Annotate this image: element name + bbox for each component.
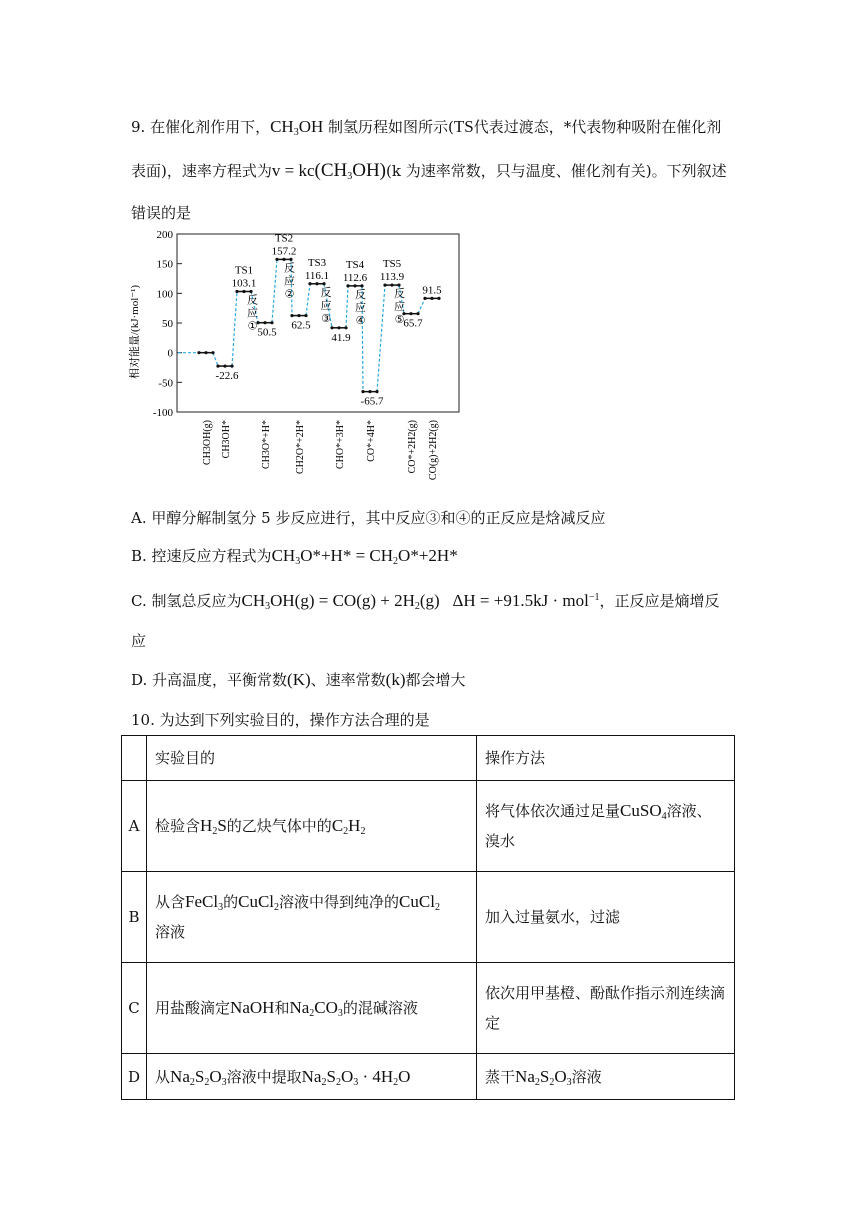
- energy-profile-chart: [120, 222, 470, 500]
- energy-point: [368, 390, 371, 393]
- energy-point: [282, 258, 285, 261]
- q9-line-1: 9. 在催化剂作用下，$CH_3OH$ 制氢历程如图所示(TS代表过渡态，*代表物种吸附在催化剂: [131, 117, 722, 138]
- energy-value-label: 62.5: [291, 319, 311, 332]
- svg-text:应: 应: [284, 275, 295, 288]
- table-row: B 从含FeCl$_3$的CuCl$_2$溶液中得到纯净的CuCl$_2$ 溶液 加入过量氨水，过滤: [122, 872, 735, 963]
- x-category-label: CH3OH*: [221, 420, 232, 459]
- energy-value-label: 41.9: [331, 331, 351, 344]
- reaction-label: [394, 287, 405, 326]
- q10-title: 10. 为达到下列实验目的，操作方法合理的是: [131, 711, 430, 729]
- y-tick-label: 50: [162, 318, 173, 330]
- header-goal: 实验目的: [147, 736, 477, 781]
- y-axis-label: [127, 285, 141, 379]
- option-a: A. 甲醇分解制氢分 5 步反应进行，其中反应③和④的正反应是焓减反应: [131, 509, 606, 527]
- table-header-row: [122, 736, 735, 781]
- energy-point: [315, 282, 318, 285]
- energy-value-label: 112.6: [342, 271, 368, 284]
- energy-value-label: 65.7: [403, 317, 423, 330]
- q9-line-2: 表面)，速率方程式为$v = kc(CH_3OH)(k$ 为速率常数，只与温度、催化剂有关)。下列叙述: [131, 160, 727, 182]
- energy-point: [304, 314, 307, 317]
- svg-text:相对能量/(kJ·mol⁻¹): 相对能量/(kJ·mol⁻¹): [129, 284, 141, 380]
- svg-text:反: 反: [247, 294, 258, 307]
- energy-connector: [213, 353, 218, 366]
- svg-text:应: 应: [394, 301, 405, 314]
- energy-point: [290, 314, 293, 317]
- energy-value-label: 157.2: [271, 245, 297, 258]
- ts-label: TS2: [274, 232, 294, 245]
- energy-point: [361, 390, 364, 393]
- y-tick-label: 150: [156, 258, 173, 271]
- energy-connector: [232, 291, 237, 366]
- energy-value-label: -65.7: [360, 395, 384, 408]
- energy-point: [242, 290, 245, 293]
- table-row: C 用盐酸滴定NaOH和$Na_2CO_3$的混碱溶液 依次用甲基橙、酚酞作指示剂连续滴 定: [122, 963, 735, 1054]
- energy-point: [204, 351, 207, 354]
- table-row: A 检验含$H_2S$的乙炔气体中的$C_2H_2$ 将气体依次通过足量CuSO$_4$溶液、 溴水: [122, 781, 735, 872]
- energy-value-label: 50.5: [257, 326, 277, 339]
- ts-label: TS1: [234, 264, 254, 277]
- formula-c: $CH_3OH(g) = CO(g) + 2H_2(g) \Delta H = +91.5kJ \cdot mol^{-1}$: [241, 591, 600, 612]
- energy-point: [216, 364, 219, 367]
- energy-point: [375, 390, 378, 393]
- energy-point: [383, 283, 386, 286]
- svg-text:反: 反: [284, 262, 295, 275]
- energy-point: [397, 283, 400, 286]
- energy-point: [270, 321, 273, 324]
- energy-connector: [272, 259, 277, 322]
- reaction-label: [355, 288, 366, 327]
- energy-connector: [306, 284, 310, 316]
- energy-point: [297, 314, 300, 317]
- x-category-label: CO(g)+2H2(g): [428, 420, 439, 481]
- energy-point: [197, 351, 200, 354]
- x-category-label: CHO*+3H*: [335, 420, 346, 469]
- experiment-table: [121, 735, 735, 1100]
- energy-connector: [346, 286, 348, 328]
- option-d: D. 升高温度，平衡常数(K)、速率常数(k)都会增大: [131, 670, 466, 689]
- svg-text:①: ①: [247, 320, 258, 333]
- energy-point: [430, 297, 433, 300]
- ts-label: TS5: [382, 258, 402, 271]
- energy-value-label: 91.5: [422, 284, 442, 297]
- reaction-label: [247, 293, 258, 332]
- energy-point: [330, 326, 333, 329]
- energy-point: [249, 290, 252, 293]
- q9-line-3: 错误的是: [131, 204, 192, 222]
- energy-point: [409, 312, 412, 315]
- svg-text:应: 应: [247, 307, 258, 320]
- svg-text:应: 应: [355, 301, 366, 314]
- energy-point: [263, 321, 266, 324]
- energy-point: [390, 283, 393, 286]
- formula-b: $CH_3O*+H* = CH_2O*+2H*$: [271, 546, 458, 567]
- option-c: C. 制氢总反应为$CH_3OH(g) = CO(g) + 2H_2(g) \Delta H = +91.5kJ \cdot mol^{-1}$，正反应是熵增反: [131, 591, 720, 612]
- ts-label: TS3: [307, 256, 327, 269]
- svg-text:④: ④: [355, 314, 366, 327]
- energy-point: [223, 364, 226, 367]
- energy-point: [211, 351, 214, 354]
- energy-point: [416, 312, 419, 315]
- energy-point: [289, 258, 292, 261]
- energy-point: [230, 364, 233, 367]
- energy-value-label: 113.9: [379, 271, 405, 284]
- energy-connector: [418, 298, 425, 313]
- energy-point: [275, 258, 278, 261]
- x-category-label: CH3OH(g): [202, 420, 213, 465]
- svg-text:应: 应: [320, 299, 332, 312]
- reaction-label: [321, 286, 332, 325]
- x-category-label: CO*+4H*: [366, 420, 377, 462]
- svg-text:反: 反: [320, 286, 332, 299]
- x-category-label: CH2O*+2H*: [295, 420, 306, 474]
- table-row: D 从$Na_2S_2O_3$溶液中提取$Na_2S_2O_3 \cdot 4H_2O$ 蒸干$Na_2S_2O_3$溶液: [122, 1054, 735, 1100]
- svg-text:反: 反: [394, 288, 405, 301]
- energy-point: [423, 297, 426, 300]
- formula-ch3oh: $CH_3OH$: [270, 117, 324, 138]
- svg-text:②: ②: [284, 288, 295, 301]
- energy-value-label: 103.1: [231, 277, 257, 290]
- svg-text:⑤: ⑤: [394, 314, 405, 327]
- y-tick-label: 200: [156, 229, 173, 241]
- y-tick-label: -100: [152, 407, 173, 419]
- energy-value-label: 116.1: [304, 269, 330, 282]
- rate-conc: $(CH_3OH)$: [314, 160, 387, 182]
- energy-point: [322, 282, 325, 285]
- x-category-label: CH3O*+H*: [261, 420, 272, 469]
- energy-point: [235, 290, 238, 293]
- header-method: 操作方法: [477, 736, 735, 781]
- y-tick-label: 100: [156, 288, 173, 301]
- energy-point: [346, 284, 349, 287]
- reaction-label: [284, 261, 295, 300]
- svg-text:③: ③: [321, 312, 331, 325]
- energy-point: [337, 326, 340, 329]
- energy-point: [360, 284, 363, 287]
- y-tick-label: -50: [158, 377, 173, 390]
- rate-equation: v = kc: [271, 161, 315, 180]
- energy-connector: [377, 285, 385, 392]
- option-c-cont: 应: [131, 632, 147, 650]
- energy-point: [344, 326, 347, 329]
- svg-text:反: 反: [355, 288, 366, 301]
- y-tick-label: 0: [167, 347, 173, 360]
- energy-point: [353, 284, 356, 287]
- energy-point: [437, 297, 440, 300]
- x-category-label: CO*+2H2(g): [407, 420, 418, 474]
- option-b: B. 控速反应方程式为$CH_3O*+H* = CH_2O*+2H*$: [131, 546, 458, 567]
- ts-label: TS4: [345, 258, 365, 271]
- energy-value-label: -22.6: [215, 370, 239, 383]
- energy-point: [308, 282, 311, 285]
